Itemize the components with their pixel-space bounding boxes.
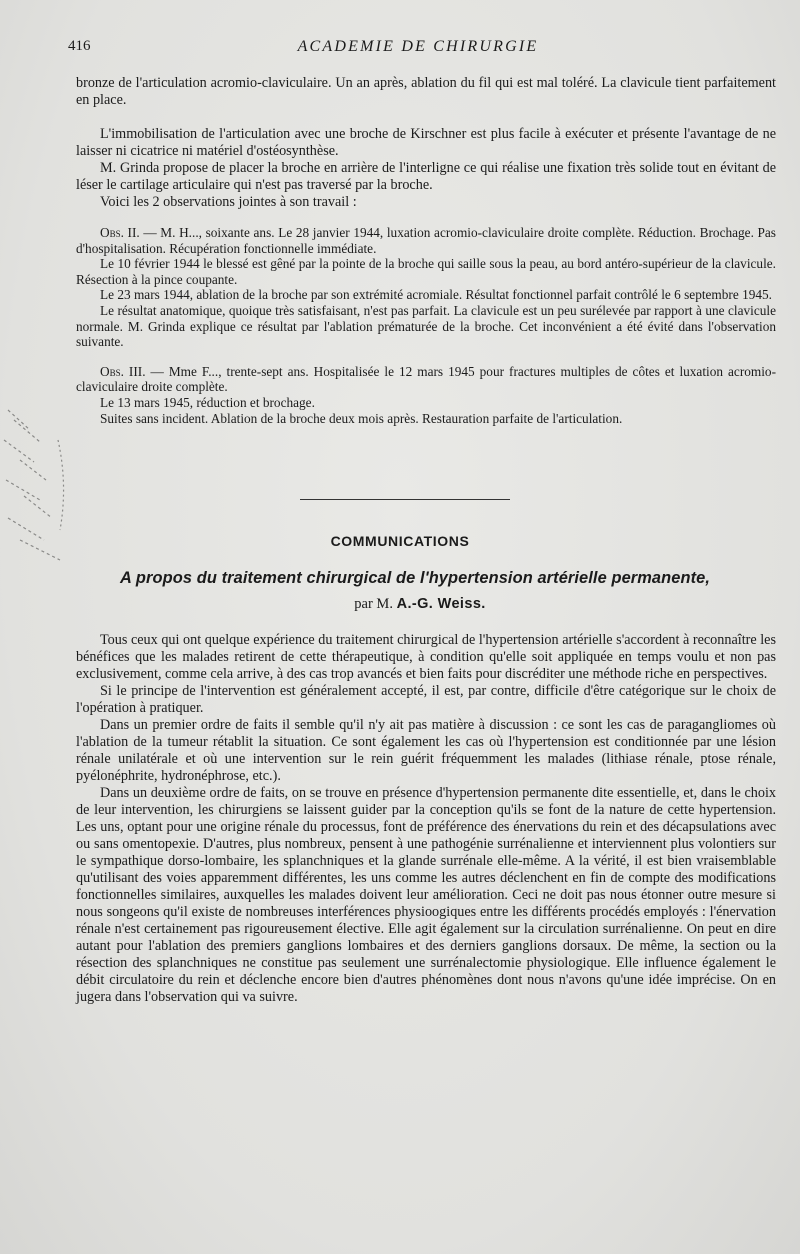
article-paragraph: Dans un premier ordre de faits il semble qu'il n'y ait pas matière à discussion : ce sont les cas de paragangliomes où l'ablation de la tumeur rétablit la situation. Ce sont également les cas où l'hypertension est conditionnée par une lésion rénale unilatérale et où une intervention sur le rein guérit fréquemment les malades (lithiase rénale, ptose rénale, pyélonéphrite, hydronéphrose, etc.). bbox=[76, 717, 776, 784]
observation-paragraph: Le 13 mars 1945, réduction et brochage. bbox=[100, 394, 315, 410]
observation-label: Obs. II. bbox=[100, 225, 140, 240]
paragraph: M. Grinda propose de placer la broche en arrière de l'interligne ce qui réalise une fixation très solide tout en évitant de léser le cartilage articulaire qui n'est pas traversé par la broche. bbox=[76, 160, 776, 193]
page-number: 416 bbox=[68, 38, 91, 54]
article-byline bbox=[0, 596, 800, 613]
running-title: ACADEMIE DE CHIRURGIE bbox=[297, 38, 539, 55]
paragraph: Voici les 2 observations jointes à son travail : bbox=[100, 194, 357, 210]
section-divider bbox=[300, 499, 510, 500]
article-paragraph: Tous ceux qui ont quelque expérience du traitement chirurgical de l'hypertension artérielle s'accordent à reconnaître les bénéfices que les malades retirent de cette thérapeutique, à condition qu'elle soit appliquée en temps voulu et non pas exclusivement, comme cela arrive, à des cas trop avancés et bien faits pour discréditer une méthode riche en perspectives. bbox=[76, 632, 776, 682]
page-header bbox=[68, 38, 768, 60]
article-paragraph: Si le principe de l'intervention est généralement accepté, il est, par contre, difficile d'être catégorique sur le choix de l'opération à pratiquer. bbox=[76, 683, 776, 716]
byline-prefix: par M. bbox=[354, 596, 393, 612]
observation-text: — M. H..., soixante ans. Le 28 janvier 1944, luxation acromio-claviculaire droite complète. Réduction. Brochage. Pas d'hospitalisation. Récupération fonctionnelle immédiate. bbox=[76, 225, 776, 256]
observation-paragraph: Le 23 mars 1944, ablation de la broche par son extrémité acromiale. Résultat fonctionnel parfait contrôlé le 6 septembre 1945. bbox=[100, 287, 772, 303]
paragraph: L'immobilisation de l'articulation avec une broche de Kirschner est plus facile à exécuter et présente l'avantage de ne laisser ni cicatrice ni matériel d'ostéosynthèse. bbox=[76, 126, 776, 159]
article-title: A propos du traitement chirurgical de l'hypertension artérielle permanente, bbox=[119, 569, 711, 587]
top-text-block bbox=[76, 75, 776, 426]
paragraph: bronze de l'articulation acromio-claviculaire. Un an après, ablation du fil qui est mal toléré. La clavicule tient parfaitement en place. bbox=[76, 75, 776, 108]
observation-text: — Mme F..., trente-sept ans. Hospitalisée le 12 mars 1945 pour fractures multiples de côtes et luxation acromio-claviculaire droite complète. bbox=[76, 363, 777, 395]
observation-paragraph bbox=[76, 225, 776, 256]
observation-paragraph: Le 10 février 1944 le blessé est gêné par la pointe de la broche qui saille sous la peau, au bord antéro-supérieur de la clavicule. Résection à la pince coupante. bbox=[76, 256, 776, 287]
observation-label: Obs. III. bbox=[100, 363, 146, 379]
article-body bbox=[76, 632, 776, 1006]
observation-paragraph: Suites sans incident. Ablation de la broche deux mois après. Restauration parfaite de l'articulation. bbox=[100, 410, 623, 426]
article-author: A.-G. Weiss. bbox=[396, 596, 486, 612]
article-paragraph: Dans un deuxième ordre de faits, on se trouve en présence d'hypertension permanente dite essentielle, et, dans le choix de leur intervention, les chirurgiens se laissent guider par la conception qu'ils se font de la nature de cette hypertension. Les uns, optant pour une origine rénale du processus, font de préférence des énervations du rein et des décapsulations avec ou sans omentopexie. D'autres, plus nombreux, pensent à une pathogénie surrénalienne et interviennent plus volontiers sur le sympathique dorso-lombaire, les splanchniques et la glande surrénale elle-même. A la vérité, il est bien vraisemblable qu'utilisant des voies apparemment différentes, les uns comme les autres déclenchent en fin de compte des modifications fonctionnelles similaires, auxquelles les malades doivent leur amélioration. Ceci ne doit pas nous étonner outre mesure si nous songeons qu'il existe de nombreuses interférences physioogiques entre les différents procédés employés : l'énervation rénale n'est certainement pas rigoureusement élective. Elle agit également sur la circulation surrénalienne. On peut en dire autant pour l'ablation des premiers ganglions lombaires et des derniers ganglions dorsaux. De même, la section ou la résection des splanchniques ne constitue pas seulement une surrénalectomie physiologique. Elle influence également le débit circulatoire du rein et déclenche encore bien d'autres phénomènes dont nous n'avons qu'une idée imprécise. On en jugera dans l'observation qui va suivre. bbox=[76, 785, 776, 1005]
section-heading: COMMUNICATIONS bbox=[330, 533, 470, 549]
observation-paragraph: Le résultat anatomique, quoique très satisfaisant, n'est pas parfait. La clavicule est un peu surélevée par rapport à une clavicule normale. M. Grinda explique ce résultat par l'ablation prématurée de la broche. Cet inconvénient a été évité dans l'observation suivante. bbox=[76, 302, 776, 350]
observation-paragraph bbox=[76, 364, 776, 395]
